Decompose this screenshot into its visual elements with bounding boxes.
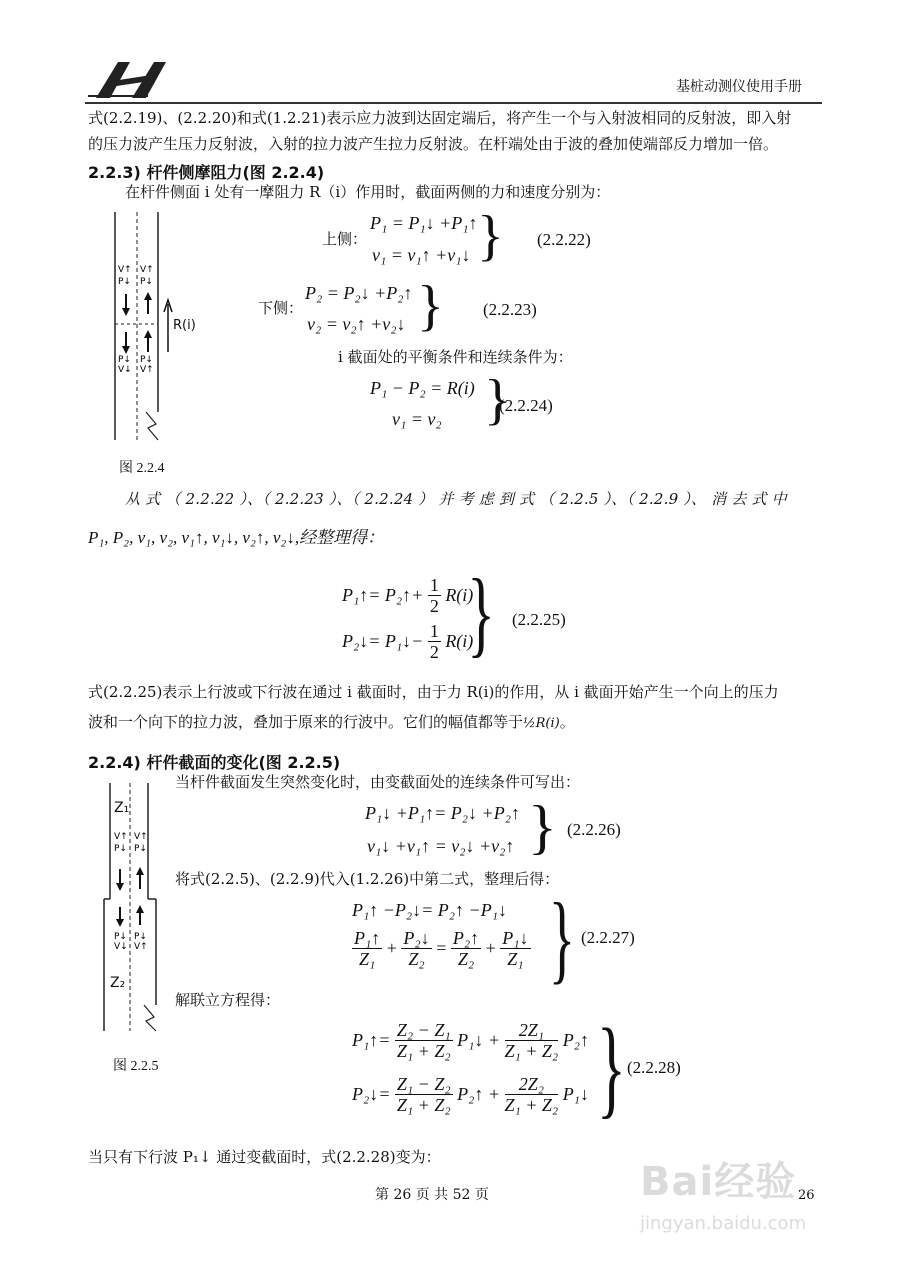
svg-text:P↓: P↓ (140, 355, 153, 365)
svg-text:P↓: P↓ (140, 277, 153, 287)
eq23-number: (2.2.23) (483, 300, 537, 319)
solve-text: 解联立方程得： (175, 991, 281, 1009)
eq25-b-left: P₂↓= P₁↓− (342, 631, 424, 651)
section-224-title: 2.2.4) 杆件截面的变化(图 2.2.5) (88, 753, 341, 772)
eq25-a-left: P₁↑= P₂↑+ (342, 585, 424, 605)
header-rule (85, 102, 822, 104)
section-223-text: 在杆件侧面 i 处有一摩阻力 R（i）作用时，截面两侧的力和速度分别为： (125, 183, 611, 201)
svg-text:V↑: V↑ (118, 265, 132, 275)
eq26-b: v₁↓ +v₁↑ = v₂↓ +v₂↑ (367, 836, 515, 856)
brace-22: } (477, 205, 504, 267)
logo (88, 58, 178, 100)
eq28-a: P₁↑= $\frac{\text{Z₂ − Z₁}}{\text{Z₁ + Z₂}}$ P₁↓ + $\frac{\text{2Z₁}}{\text{Z₁ + Z₂}}$ P₂↑ (352, 1020, 589, 1061)
para-eliminate-line2: P₁, P₂, v₁, v₂, v₁↑, v₁↓, v₂↑, v₂↓,经整理得： (88, 528, 385, 547)
section-223-title: 2.2.3) 杆件侧摩阻力(图 2.2.4) (88, 163, 325, 182)
eq28-a-frac-2: $\frac{\text{2Z₁}}{\text{Z₁ + Z₂}}$ (504, 1020, 559, 1061)
eq28-number: (2.2.28) (627, 1058, 681, 1077)
para-25-line2-frac: ½R(i) (523, 716, 560, 731)
eq28-a-frac-1: $\frac{\text{Z₂ − Z₁}}{\text{Z₁ + Z₂}}$ (396, 1020, 451, 1061)
eq28-b: P₂↓= $\frac{\text{Z₁ − Z₂}}{\text{Z₁ + Z₂}}$ P₂↑ + $\frac{\text{2Z₂}}{\text{Z₁ + Z₂}}$ P₁↓ (352, 1074, 589, 1115)
eq25-number: (2.2.25) (512, 610, 566, 629)
eq25-a-frac-num: 1 (429, 575, 439, 595)
eq22-a: P₁ = P₁↓ +P₁↑ (370, 213, 478, 233)
brace-23: } (417, 275, 444, 337)
lower-side-label: 下侧： (258, 299, 304, 317)
svg-text:P↓: P↓ (118, 355, 131, 365)
eq24-a: P₁ − P₂ = R(i) (370, 378, 475, 398)
eq25-b-frac (428, 621, 441, 662)
fig-force-label: R(i) (173, 318, 196, 333)
sub-text: 将式(2.2.5)、(2.2.9)代入(1.2.26)中第二式，整理后得： (175, 870, 560, 888)
svg-text:P↓: P↓ (134, 932, 147, 942)
eq27-b: $\frac{\text{P₁↑}}{\text{Z₁}}$ + $\frac{\text{P₂↓}}{\text{Z₂}}$ = $\frac{\text{P₂↑}}{\text{Z₂}}$ + $\frac{\text{P₁↓}}{\text{Z₁}}$ (354, 928, 529, 969)
eq25-a-right: R(i) (445, 585, 474, 605)
svg-text:V↓: V↓ (118, 365, 132, 375)
upper-side-label: 上侧： (322, 230, 368, 248)
eq25-b-frac-den: 2 (429, 642, 439, 662)
svg-text:P↓: P↓ (114, 932, 127, 942)
para-25-line2-end: 。 (559, 713, 575, 731)
svg-text:P↓: P↓ (118, 277, 131, 287)
eq25-b-frac-num: 1 (429, 621, 439, 641)
brace-25: } (467, 559, 495, 666)
watermark (640, 1150, 850, 1250)
brace-26: } (528, 794, 557, 860)
para-25-line1: 式(2.2.25)表示上行波或下行波在通过 i 截面时，由于力 R(i)的作用，从 i 截面开始产生一个向上的压力 (88, 683, 779, 701)
watermark-url: jingyan.baidu.com (640, 1213, 807, 1234)
svg-text:V↑: V↑ (134, 942, 148, 952)
eq22-number: (2.2.22) (537, 230, 591, 249)
condition-text: i 截面处的平衡条件和连续条件为： (338, 348, 573, 366)
eq23-b: v₂ = v₂↑ +v₂↓ (307, 314, 406, 334)
fig-225-caption: 图 2.2.5 (113, 1059, 159, 1074)
eq28-b-frac-2: $\frac{\text{2Z₂}}{\text{Z₁ + Z₂}}$ (504, 1074, 559, 1115)
eq26-number: (2.2.26) (567, 820, 621, 839)
fig-224-caption: 图 2.2.4 (119, 461, 165, 476)
fig-z2-label: Z₂ (110, 975, 126, 991)
header-title: 基桩动测仪使用手册 (676, 79, 802, 95)
svg-text:V↑: V↑ (140, 365, 154, 375)
para-intro-line1: 式(2.2.19)、(2.2.20)和式(1.2.21)表示应力波到达固定端后，将产生一个与入射波相同的反射波，即入射 (88, 109, 792, 127)
svg-text:P↓: P↓ (114, 844, 127, 854)
svg-text:V↑: V↑ (134, 832, 148, 842)
eq25-a-frac (428, 575, 441, 616)
brace-28: } (596, 1006, 626, 1128)
eq25-a-frac-den: 2 (429, 596, 439, 616)
eq27-frac-3: $\frac{\text{P₂↑}}{\text{Z₂}}$ (452, 928, 480, 969)
svg-text:P↓: P↓ (134, 844, 147, 854)
para-intro-line2: 的压力波产生压力反射波，入射的拉力波产生拉力反射波。在杆端处由于波的叠加使端部反力增加一倍。 (88, 135, 779, 153)
watermark-logo: Bai经验 (640, 1159, 797, 1205)
para-25-line2-text: 波和一个向下的拉力波，叠加于原来的行波中。它们的幅值都等于 (88, 713, 524, 731)
brace-24: } (484, 369, 511, 431)
eq25-a (342, 575, 473, 616)
section-224-text: 当杆件截面发生突然变化时，由变截面处的连续条件可写出： (175, 773, 581, 791)
eq27-frac-2: $\frac{\text{P₂↓}}{\text{Z₂}}$ (403, 928, 430, 969)
eq22-b: v₁ = v₁↑ +v₁↓ (372, 245, 471, 265)
svg-text:V↓: V↓ (114, 942, 128, 952)
footer-num: 26 (798, 1188, 815, 1203)
eq24-b: v₁ = v₂ (392, 409, 442, 429)
eq27-frac-1: $\frac{\text{P₁↑}}{\text{Z₁}}$ (354, 928, 381, 969)
eq24-number: (2.2.24) (499, 396, 553, 415)
fig-z1-label: Z₁ (114, 800, 130, 816)
eq26-a: P₁↓ +P₁↑= P₂↓ +P₂↑ (365, 803, 520, 823)
svg-text:V↑: V↑ (114, 832, 128, 842)
eq27-number: (2.2.27) (581, 928, 635, 947)
svg-text:V↑: V↑ (140, 265, 154, 275)
eq28-b-frac-1: $\frac{\text{Z₁ − Z₂}}{\text{Z₁ + Z₂}}$ (396, 1074, 451, 1115)
para-25-line2 (88, 715, 575, 731)
brace-27: } (548, 882, 576, 993)
footer-page: 第 26 页 共 52 页 (375, 1187, 489, 1203)
eq23-a: P₂ = P₂↓ +P₂↑ (305, 283, 413, 303)
eq25-b-right: R(i) (445, 631, 474, 651)
para-eliminate-line1: 从 式 （ 2.2.22 ）、（ 2.2.23 ）、（ 2.2.24 ） 并 考 虑 到 式 （ 2.2.5 ）、（ 2.2.9 ）、 消 去 式 中 (125, 490, 787, 508)
figure-225 (100, 783, 160, 1033)
eq27-frac-4: $\frac{\text{P₁↓}}{\text{Z₁}}$ (502, 928, 529, 969)
eq25-b (342, 621, 473, 662)
eq27-a: P₁↑ −P₂↓= P₂↑ −P₁↓ (352, 900, 507, 920)
para-last: 当只有下行波 P₁↓ 通过变截面时，式(2.2.28)变为： (88, 1148, 441, 1166)
